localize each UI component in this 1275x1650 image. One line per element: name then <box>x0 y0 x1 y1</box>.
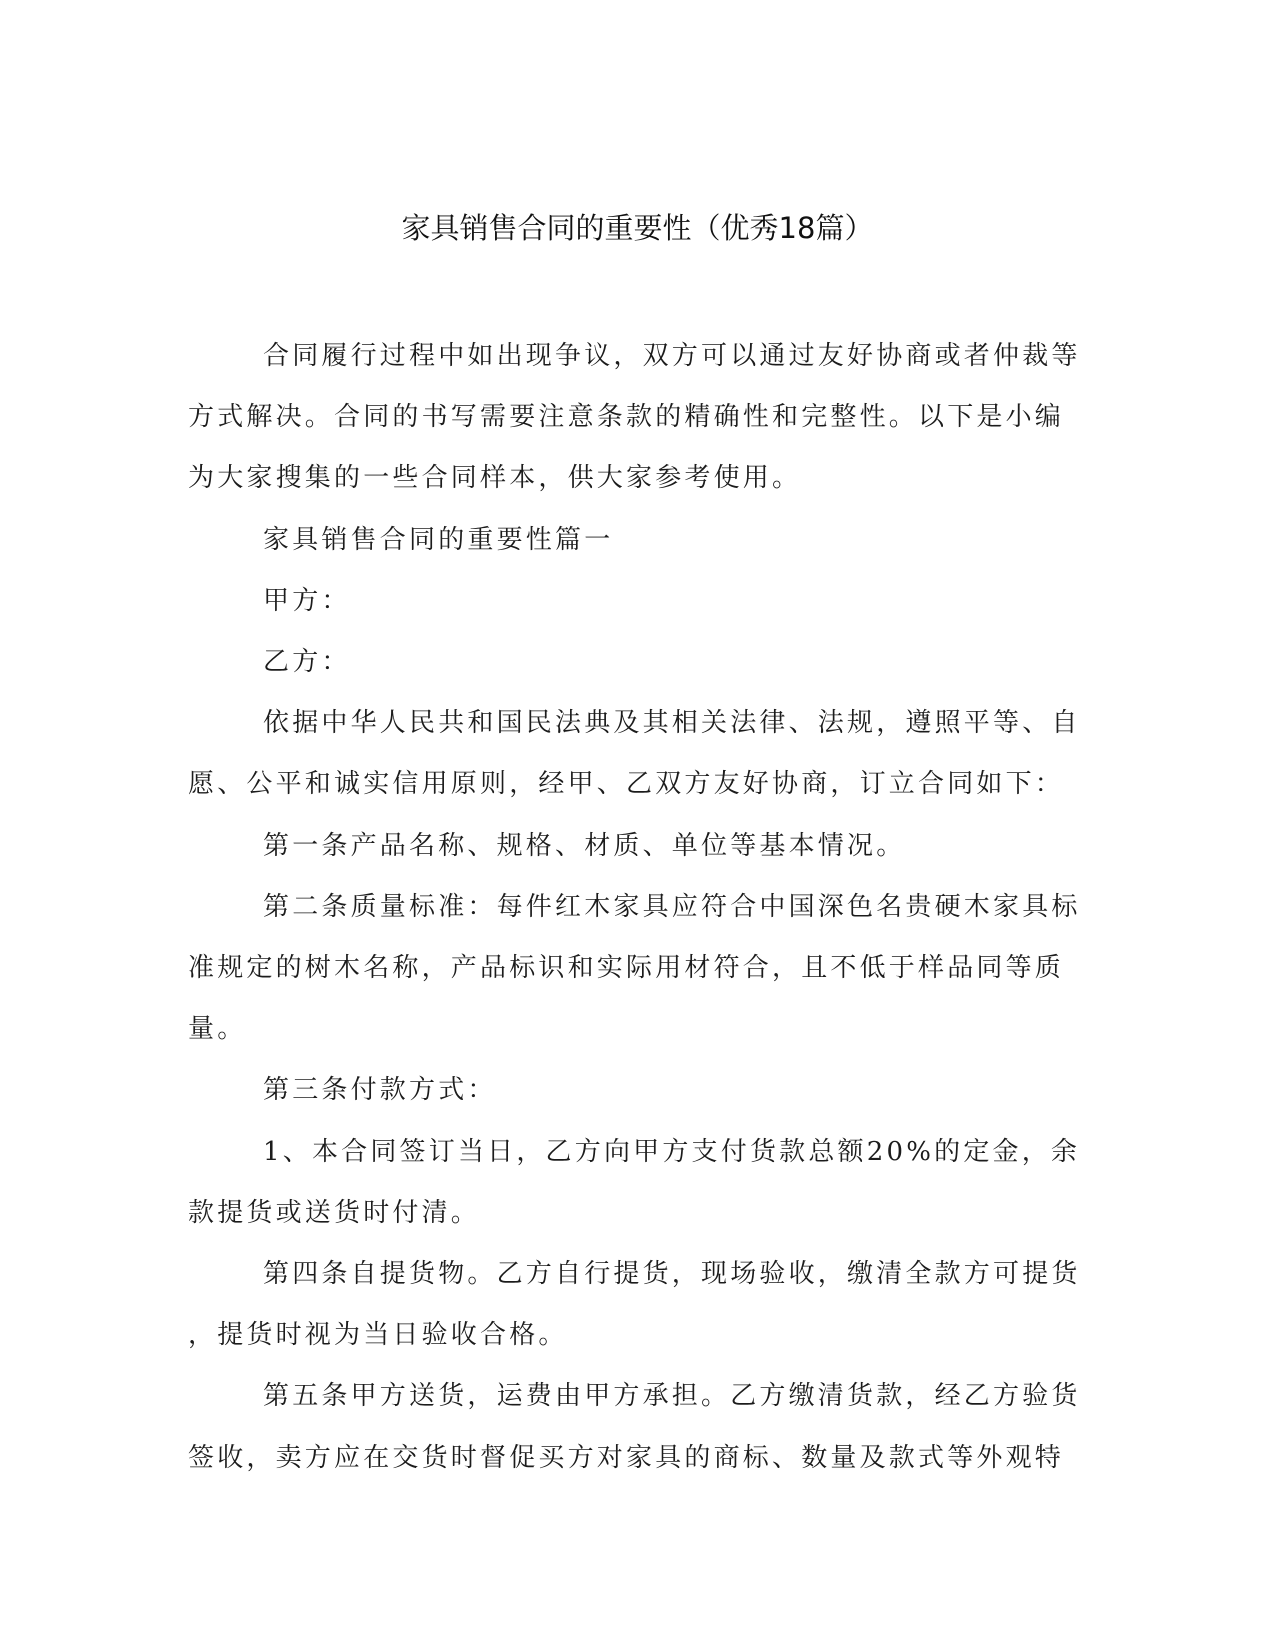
body-line: 量。 <box>188 1014 247 1045</box>
party-b-label: 乙方： <box>263 647 351 678</box>
body-line: 签收，卖方应在交货时督促买方对家具的商标、数量及款式等外观特 <box>188 1442 1065 1473</box>
document-title: 家具销售合同的重要性（优秀18篇） <box>401 211 874 245</box>
body-line: 款提货或送货时付清。 <box>188 1197 481 1228</box>
party-a-label: 甲方： <box>263 585 351 616</box>
body-line: 准规定的树木名称，产品标识和实际用材符合，且不低于样品同等质 <box>188 953 1065 984</box>
body-line: 依据中华人民共和国民法典及其相关法律、法规，遵照平等、自 <box>263 708 1081 739</box>
clause-line: 第二条质量标准：每件红木家具应符合中国深色名贵硬木家具标 <box>263 891 1081 922</box>
body-line: 合同履行过程中如出现争议，双方可以通过友好协商或者仲裁等 <box>263 341 1081 371</box>
body-line: 愿、公平和诚实信用原则，经甲、乙双方友好协商，订立合同如下： <box>188 769 1065 800</box>
clause-line: 第四条自提货物。乙方自行提货，现场验收，缴清全款方可提货 <box>263 1259 1081 1290</box>
clause-line: 第一条产品名称、规格、材质、单位等基本情况。 <box>263 830 906 861</box>
body-line: 为大家搜集的一些合同样本，供大家参考使用。 <box>188 463 802 494</box>
body-line: 方式解决。合同的书写需要注意条款的精确性和完整性。以下是小编 <box>188 402 1065 433</box>
clause-line: 1、本合同签订当日，乙方向甲方支付货款总额20%的定金，余 <box>263 1136 1081 1167</box>
clause-line: 第五条甲方送货，运费由甲方承担。乙方缴清货款，经乙方验货 <box>263 1381 1081 1412</box>
clause-line: 第三条付款方式： <box>263 1075 497 1106</box>
section-heading: 家具销售合同的重要性篇一 <box>263 524 614 555</box>
body-line: ，提货时视为当日验收合格。 <box>188 1320 568 1351</box>
document-body <box>188 326 1081 1489</box>
